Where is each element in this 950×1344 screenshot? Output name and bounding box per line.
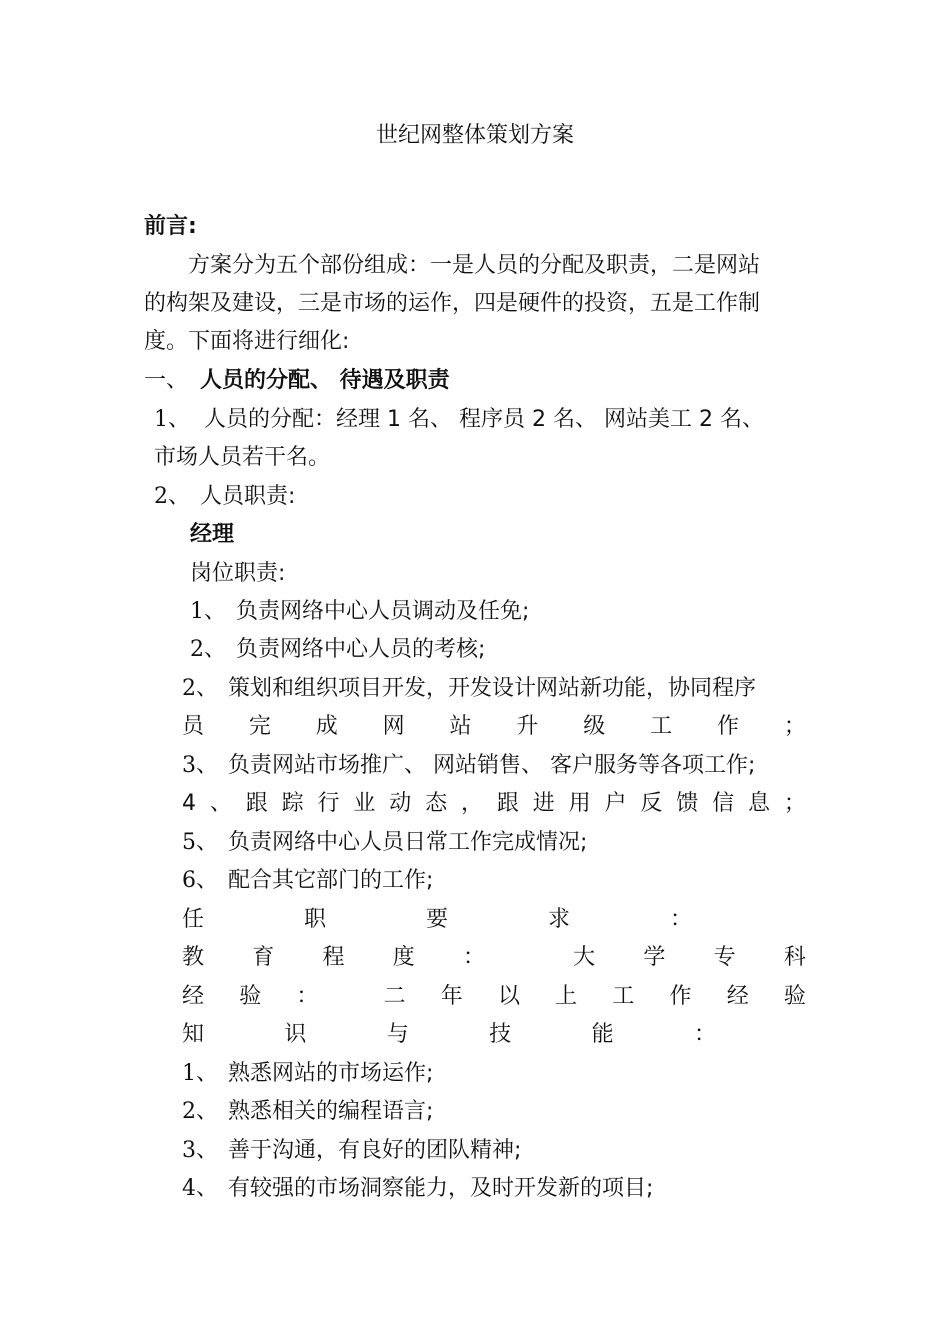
char: 学 xyxy=(643,945,666,970)
char: 行 xyxy=(317,791,340,816)
char: 技 xyxy=(489,1022,512,1047)
char: ： xyxy=(693,1022,716,1047)
char: 网 xyxy=(382,714,405,739)
preface-heading: 前言: xyxy=(144,214,197,239)
duty-7-number: 6、 xyxy=(182,868,218,893)
char: ： xyxy=(669,907,692,932)
skill-4-number: 4、 xyxy=(182,1176,218,1201)
char: ： xyxy=(296,984,319,1009)
document-title: 世纪网整体策划方案 xyxy=(375,123,574,148)
char: 二 xyxy=(383,984,406,1009)
skill-2-text: 熟悉相关的编程语言; xyxy=(228,1099,434,1124)
char: 工 xyxy=(612,984,635,1009)
char: 经 xyxy=(726,984,749,1009)
char: 与 xyxy=(386,1022,409,1047)
char: 年 xyxy=(440,984,463,1009)
role-title: 经理 xyxy=(190,522,235,547)
char: 踪 xyxy=(281,791,304,816)
char: 知 xyxy=(182,1022,205,1047)
char: 跟 xyxy=(245,791,268,816)
char: 成 xyxy=(315,714,338,739)
item-1-continuation: 市场人员若干名。 xyxy=(154,445,331,470)
char: 作 xyxy=(717,714,740,739)
char: 验 xyxy=(239,984,262,1009)
item-1-text: 人员的分配：经理 1 名、 程序员 2 名、 网站美工 2 名、 xyxy=(204,407,764,432)
preface-paragraph-line-2: 的构架及建设，三是市场的运作，四是硬件的投资，五是工作制 xyxy=(144,291,761,316)
char: 育 xyxy=(252,945,275,970)
skill-3-number: 3、 xyxy=(182,1138,218,1163)
char: 教 xyxy=(182,945,205,970)
duty-6-number: 5、 xyxy=(182,830,218,855)
char: 升 xyxy=(516,714,539,739)
char: 馈 xyxy=(676,791,699,816)
char: ； xyxy=(783,714,806,739)
char: 大 xyxy=(573,945,596,970)
char: 态 xyxy=(425,791,448,816)
duty-3-continuation xyxy=(182,712,806,742)
duty-7-text: 配合其它部门的工作; xyxy=(228,868,434,893)
skill-1-text: 熟悉网站的市场运作; xyxy=(228,1061,434,1086)
preface-paragraph-line-3: 度。下面将进行细化: xyxy=(144,329,350,354)
char: 跟 xyxy=(496,791,519,816)
char: 反 xyxy=(640,791,663,816)
item-2-text: 人员职责: xyxy=(200,484,296,509)
char: 息 xyxy=(747,791,770,816)
char: ， xyxy=(460,791,483,816)
char: 程 xyxy=(322,945,345,970)
char: 业 xyxy=(353,791,376,816)
preface-paragraph-line-1: 方案分为五个部份组成：一是人员的分配及职责，二是网站 xyxy=(188,253,761,278)
char: 员 xyxy=(182,714,205,739)
char: 验 xyxy=(783,984,806,1009)
char: 作 xyxy=(669,984,692,1009)
char: 站 xyxy=(449,714,472,739)
duty-4-number: 3、 xyxy=(182,753,218,778)
item-1-number: 1、 xyxy=(154,407,190,432)
char: 用 xyxy=(568,791,591,816)
duty-5-spread-line xyxy=(182,789,806,819)
duty-3-text: 策划和组织项目开发，开发设计网站新功能，协同程序 xyxy=(228,676,757,701)
char: 动 xyxy=(389,791,412,816)
char: 职 xyxy=(303,907,326,932)
skills-label xyxy=(182,1020,716,1050)
char: 经 xyxy=(182,984,205,1009)
section-1-title: 人员的分配、 待遇及职责 xyxy=(200,368,450,393)
char: 级 xyxy=(583,714,606,739)
char: 度 xyxy=(392,945,415,970)
skill-2-number: 2、 xyxy=(182,1099,218,1124)
experience-line xyxy=(182,982,806,1012)
char: 科 xyxy=(783,945,806,970)
duty-1-number: 1、 xyxy=(190,599,226,624)
skill-3-text: 善于沟通，有良好的团队精神; xyxy=(228,1138,522,1163)
duties-label: 岗位职责: xyxy=(190,561,286,586)
duty-4-text: 负责网站市场推广、 网站销售、 客户服务等各项工作; xyxy=(228,753,756,778)
char: 工 xyxy=(650,714,673,739)
char: 、 xyxy=(209,791,232,816)
char: ； xyxy=(783,791,806,816)
skill-4-text: 有较强的市场洞察能力，及时开发新的项目; xyxy=(228,1176,654,1201)
item-2-number: 2、 xyxy=(154,484,190,509)
duty-2-text: 负责网络中心人员的考核; xyxy=(236,637,486,662)
char: 识 xyxy=(284,1022,307,1047)
char: 上 xyxy=(555,984,578,1009)
char: 4 xyxy=(182,791,196,816)
char: 户 xyxy=(604,791,627,816)
requirements-label xyxy=(182,905,692,935)
duty-1-text: 负责网络中心人员调动及任免; xyxy=(236,599,530,624)
char: ： xyxy=(462,945,485,970)
duty-6-text: 负责网络中心人员日常工作完成情况; xyxy=(228,830,588,855)
char: 要 xyxy=(425,907,448,932)
char: 任 xyxy=(182,907,205,932)
char: 能 xyxy=(591,1022,614,1047)
char: 完 xyxy=(248,714,271,739)
duty-2-number: 2、 xyxy=(190,637,226,662)
education-line xyxy=(182,943,806,973)
duty-3-number: 2、 xyxy=(182,676,218,701)
char: 专 xyxy=(713,945,736,970)
char: 进 xyxy=(532,791,555,816)
section-1-number: 一、 xyxy=(144,368,189,393)
skill-1-number: 1、 xyxy=(182,1061,218,1086)
char: 以 xyxy=(497,984,520,1009)
char: 信 xyxy=(712,791,735,816)
char: 求 xyxy=(547,907,570,932)
